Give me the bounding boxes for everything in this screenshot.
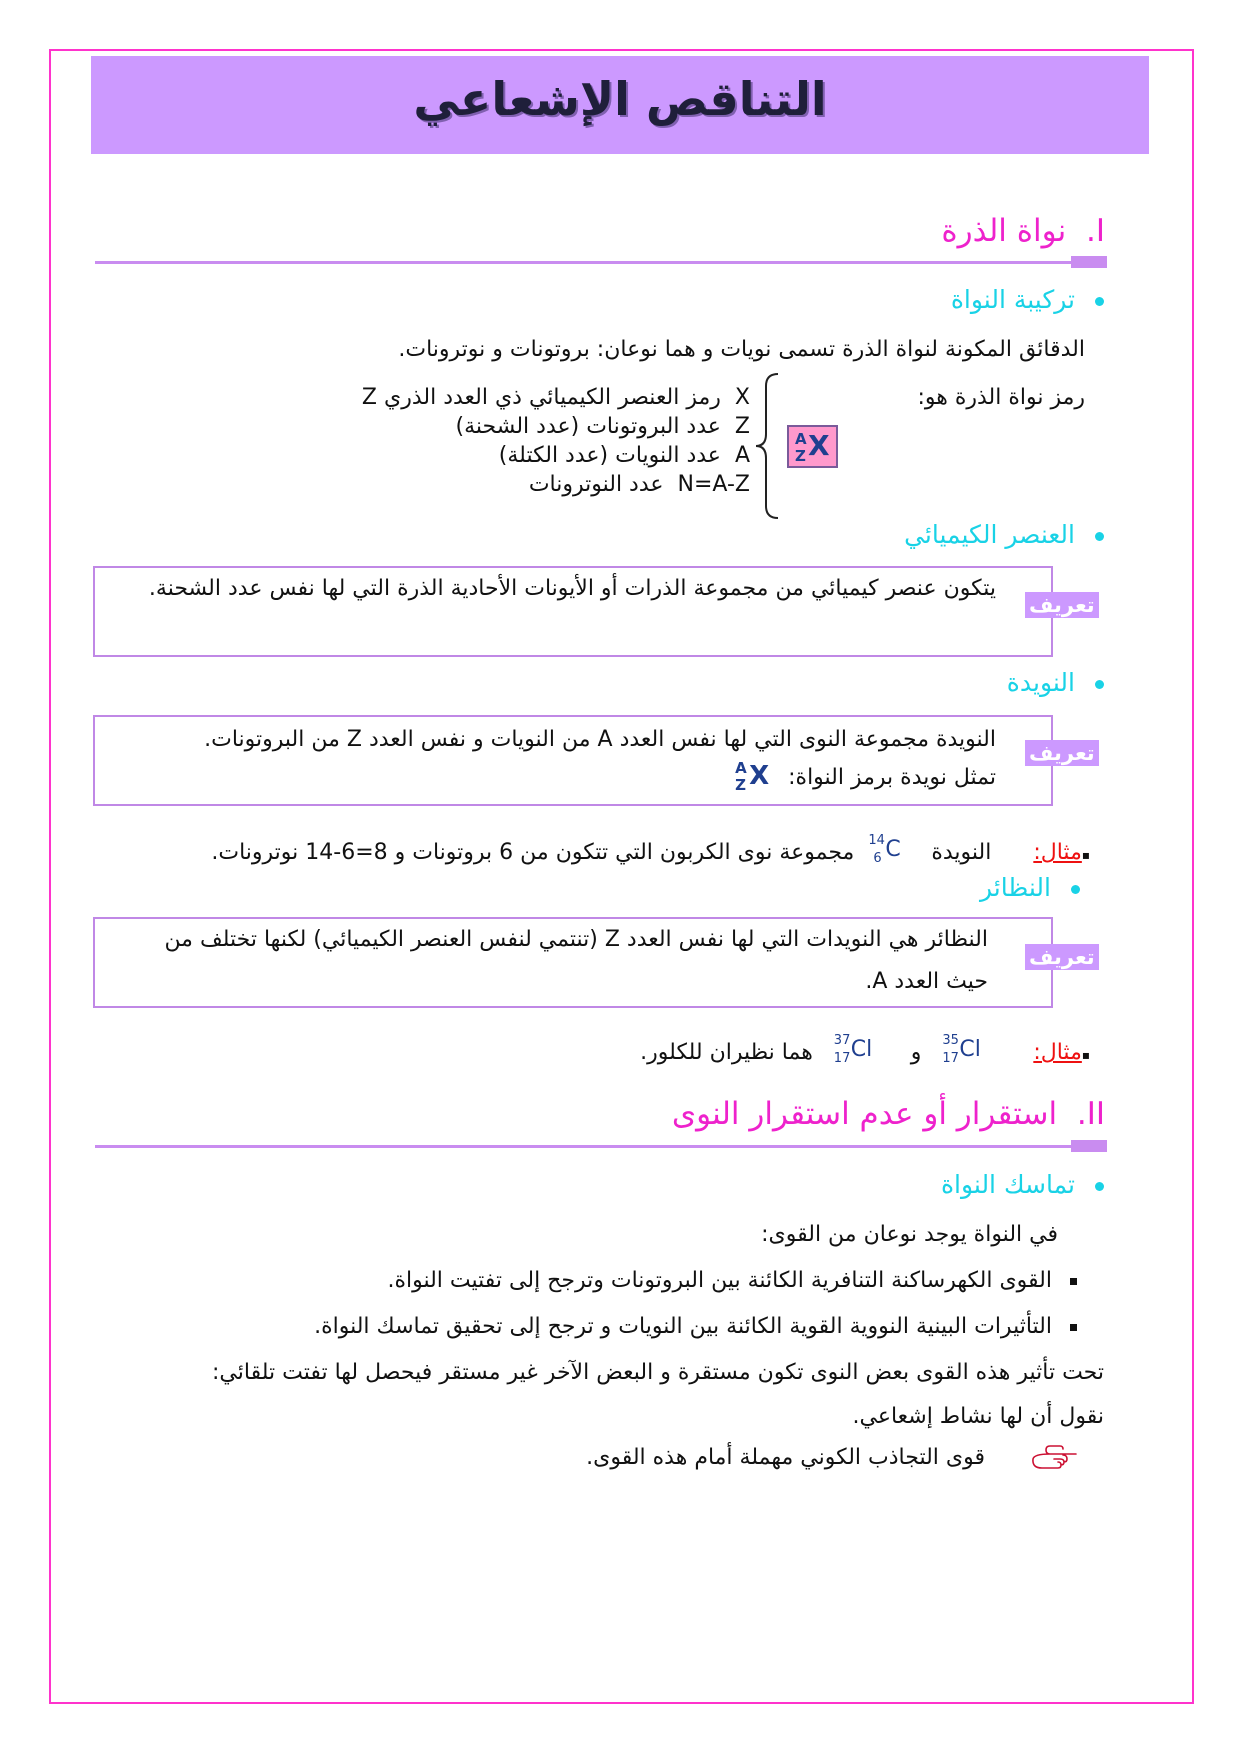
nuclide-definition-line1: النويدة مجموعة النوى التي لها نفس العدد A من النويات و نفس العدد Z من البروتونات.	[204, 727, 996, 752]
section-2-number: II.	[1076, 1096, 1105, 1132]
bullet-icon	[1071, 885, 1080, 894]
bullet-icon	[1095, 532, 1104, 541]
isotopes-definition: النظائر هي النويدات التي لها نفس العدد Z (تنتمي لنفس العنصر الكيميائي) لكنها تختلف من حيث العدد A.	[164, 927, 988, 994]
square-bullet-icon: ▪	[1081, 1048, 1090, 1062]
section-2-heading	[672, 1096, 1105, 1132]
cohesion-heading: تماسك النواة	[941, 1170, 1104, 1199]
legend-row-x: X رمز العنصر الكيميائي ذي العدد الذري Z	[361, 385, 750, 410]
bullet-icon	[1095, 297, 1104, 306]
square-bullet-icon	[1070, 1278, 1077, 1285]
isotopes-example: ▪مثال: 35 17 Cl و 37 17 Cl هما نظيران للكلور.	[640, 1037, 1090, 1069]
composition-heading: تركيبة النواة	[951, 285, 1104, 314]
section-1-number: I.	[1085, 213, 1105, 249]
square-bullet-icon	[1070, 1324, 1077, 1331]
element-heading: العنصر الكيميائي	[904, 520, 1104, 549]
cohesion-item-1: القوى الكهرساكنة التنافرية الكائنة بين البروتونات وترجح إلى تفتيت النواة.	[387, 1268, 1077, 1293]
nuclide-definition-label: تعريف	[1025, 740, 1099, 766]
section-2-title: استقرار أو عدم استقرار النوى	[671, 1096, 1058, 1132]
curly-brace-icon	[752, 372, 782, 520]
square-bullet-icon: ▪	[1081, 848, 1090, 862]
symbol-letter: X	[808, 429, 830, 462]
isotopes-definition-box	[93, 917, 1053, 1008]
bullet-icon	[1095, 1182, 1104, 1191]
section-1-title: نواة الذرة	[941, 213, 1067, 249]
nuclide-example: ▪مثال: النويدة 14 6 C مجموعة نوى الكربون التي تتكون من 6 بروتونات و 8=6-14 نوترونات.	[211, 837, 1090, 869]
section-2-underline	[95, 1145, 1107, 1148]
symbol-label: رمز نواة الذرة هو:	[917, 385, 1085, 410]
title-banner	[91, 56, 1149, 154]
symbol-atomic-number: Z	[795, 447, 806, 465]
section-1-tab	[1071, 256, 1107, 268]
cohesion-item-2: التأثيرات البينية النووية القوية الكائنة بين النويات و ترجح إلى تحقيق تماسك النواة.	[314, 1314, 1077, 1339]
cohesion-paragraph-line1: تحت تأثير هذه القوى بعض النوى تكون مستقرة و البعض الآخر غير مستقر فيحصل لها تفتت تلقائي:	[212, 1360, 1104, 1385]
nucleus-symbol-box	[787, 425, 838, 468]
section-1-heading	[941, 213, 1105, 249]
isotopes-definition-label: تعريف	[1025, 944, 1099, 970]
section-1-underline	[95, 261, 1107, 264]
symbol-mass-number: A	[795, 430, 807, 448]
cohesion-intro: في النواة يوجد نوعان من القوى:	[761, 1222, 1058, 1247]
composition-intro: الدقائق المكونة لنواة الذرة تسمى نويات و هما نوعان: بروتونات و نوترونات.	[398, 337, 1085, 362]
bullet-icon	[1095, 680, 1104, 689]
page-title: التناقص الإشعاعي	[413, 72, 827, 126]
element-definition: يتكون عنصر كيميائي من مجموعة الذرات أو الأيونات الأحادية الذرة التي لها نفس عدد الشحنة.	[148, 576, 996, 601]
cohesion-note: قوى التجاذب الكوني مهملة أمام هذه القوى.	[586, 1445, 985, 1470]
nuclide-definition-line2: تمثل نويدة برمز النواة: A Z X	[735, 759, 996, 794]
element-definition-label: تعريف	[1025, 592, 1099, 618]
pointing-hand-icon	[1030, 1443, 1078, 1471]
carbon-symbol: 14 6 C	[868, 833, 901, 866]
chlorine-35-symbol: 35 17 Cl	[942, 1033, 981, 1066]
section-2-tab	[1071, 1140, 1107, 1152]
nuclide-symbol: A Z X	[735, 759, 770, 794]
cohesion-paragraph-line2: نقول أن لها نشاط إشعاعي.	[852, 1404, 1104, 1429]
nuclide-definition-box	[93, 715, 1053, 806]
legend-row-z: Z عدد البروتونات (عدد الشحنة)	[455, 414, 750, 439]
nuclide-heading: النويدة	[1007, 668, 1104, 697]
legend-row-a: A عدد النويات (عدد الكتلة)	[498, 443, 750, 468]
chlorine-37-symbol: 37 17 Cl	[833, 1033, 873, 1066]
isotopes-heading: النظائر	[980, 873, 1080, 902]
element-definition-box	[93, 566, 1053, 657]
legend-row-n: N=A-Z عدد النوترونات	[528, 472, 750, 497]
